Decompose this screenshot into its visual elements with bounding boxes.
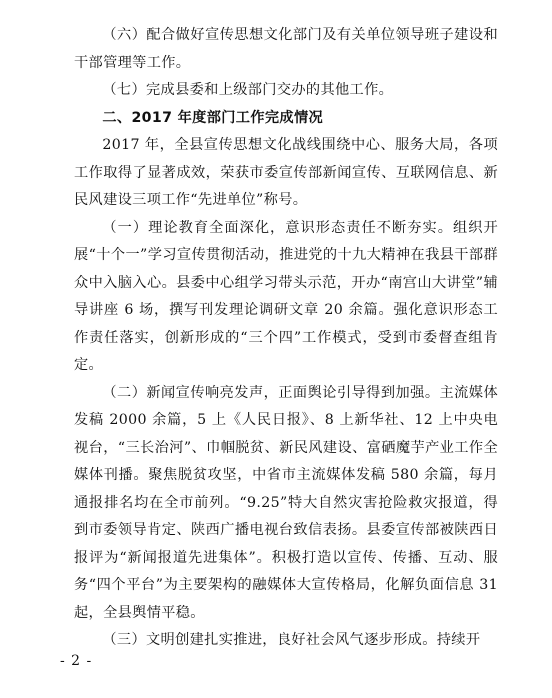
page-number: - 2 - xyxy=(60,653,93,669)
section-heading: 二、2017 年度部门工作完成情况 xyxy=(102,109,324,126)
paragraph-item-7: （七）完成县委和上级部门交办的其他工作。 xyxy=(102,82,394,98)
document-body xyxy=(74,22,498,655)
paragraph-news-publicity: （二）新闻宣传响亮发声，正面舆论引导得到加强。主流媒体发稿 2000 余篇，5 上《人民日报》、8 上新华社、12 上中央电视台，“三长治河”、巾帼脱贫、新民风建设、富硒魔芋产业工作全媒体刊播。聚焦脱贫攻坚，中省市主流媒体发稿 580 余篇，每月通报排名均在全市前列。“9.25”特大自然灾害抢险救灾报道，得到市委领导肯定、陕西广播电视台致信表扬。县委宣传部被陕西日报评为“新闻报道先进集体”。积极打造以宣传、传播、互动、服务“四个平台”为主要架构的融媒体大宣传格局，化解负面信息 31 起，全县舆情平稳。 xyxy=(74,384,498,621)
paragraph-theory-education: （一）理论教育全面深化，意识形态责任不断夯实。组织开展“十个一”学习宣传贯彻活动，推进党的十九大精神在我县干部群众中入脑入心。县委中心组学习带头示范，开办“南宫山大讲堂”辅导讲座 6 场，撰写刊发理论调研文章 20 余篇。强化意识形态工作责任落实，创新形成的“三个四”工作模式，受到市委督查组肯定。 xyxy=(74,219,498,373)
paragraph-summary: 2017 年，全县宣传思想文化战线围绕中心、服务大局，各项工作取得了显著成效，荣获市委宣传部新闻宣传、互联网信息、新民风建设三项工作“先进单位”称号。 xyxy=(74,137,498,208)
paragraph-civilization: （三）文明创建扎实推进，良好社会风气逐步形成。持续开 xyxy=(102,632,481,648)
paragraph-item-6: （六）配合做好宣传思想文化部门及有关单位领导班子建设和干部管理等工作。 xyxy=(74,27,498,71)
